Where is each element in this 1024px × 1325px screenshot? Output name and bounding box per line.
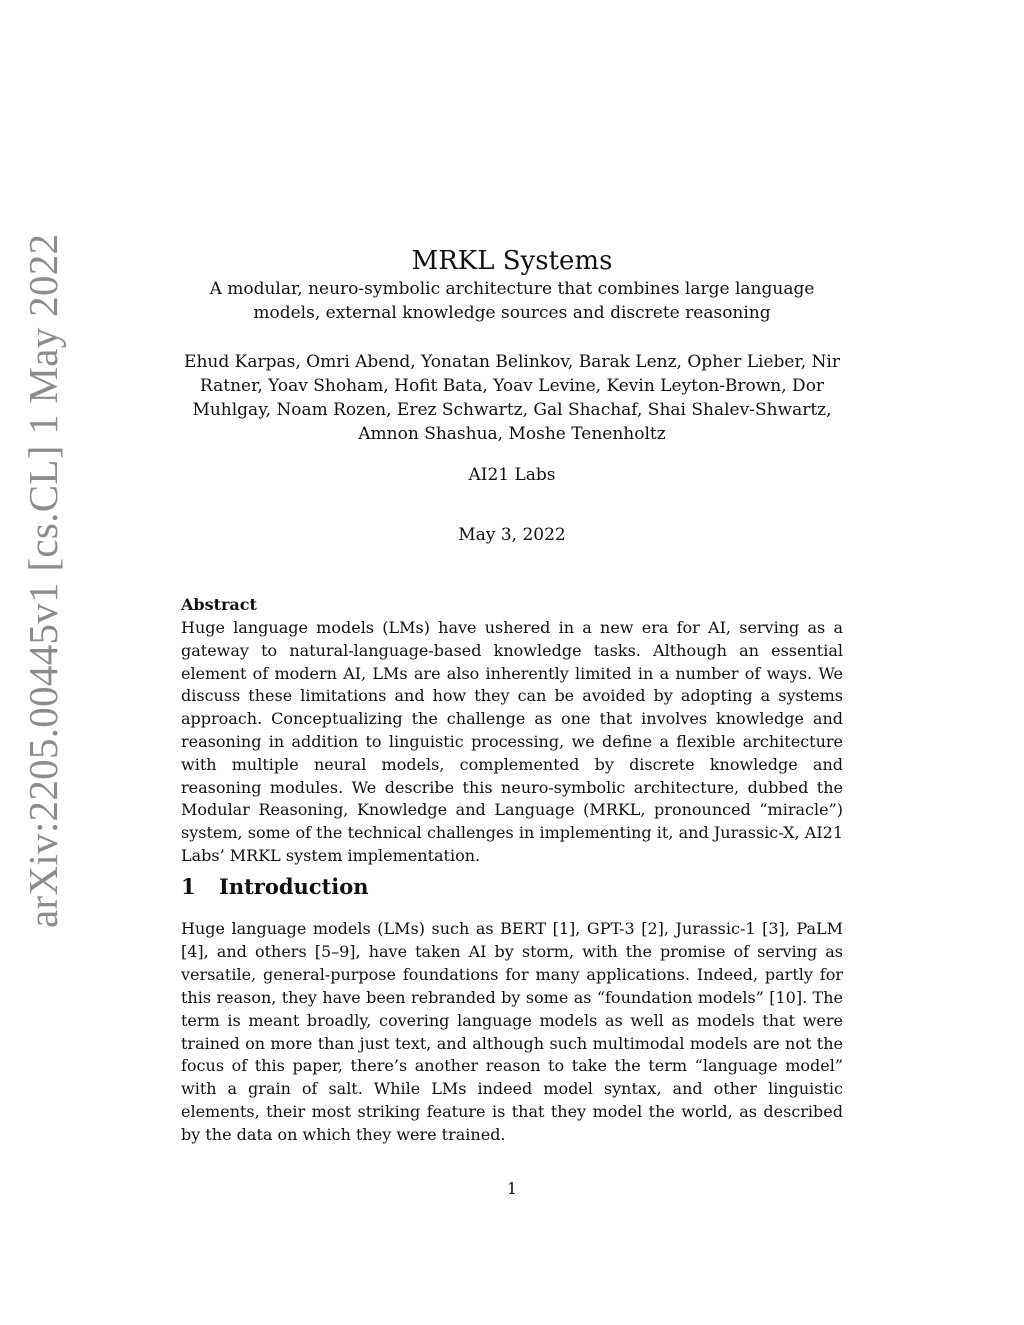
author-list: Ehud Karpas, Omri Abend, Yonatan Belinkov, Barak Lenz, Opher Lieber, Nir Ratner, Yoav Shoham, Hofit Bata, Yoav Levine, Kevin Leyton-Brown, Dor Muhlgay, Noam Rozen, Erez Schwartz, Gal Shachaf, Shai Shalev-Shwartz, Amnon Shashua, Moshe Tenenholtz [184, 352, 840, 444]
abstract-heading: Abstract [181, 595, 257, 614]
affiliation: AI21 Labs [468, 465, 556, 485]
section-title: Introduction [219, 874, 369, 899]
abstract-block [181, 593, 843, 868]
section-heading-introduction [181, 873, 843, 901]
publication-date: May 3, 2022 [458, 525, 566, 545]
section-number: 1 [181, 874, 196, 899]
introduction-paragraph: Huge language models (LMs) such as BERT [1], GPT-3 [2], Jurassic-1 [3], PaLM [4], and others [5–9], have taken AI by storm, with the promise of serving as versatile, general-purpose foundations for many applications. Indeed, partly for this reason, they have been rebranded by some as “foundation models” [10]. The term is meant broadly, covering language models as well as models that were trained on more than just text, and although such multimodal models are not the focus of this paper, there’s another reason to take the term “language model” with a grain of salt. While LMs indeed model syntax, and other linguistic elements, their most striking feature is that they model the world, as described by the data on which they were trained. [181, 919, 843, 1145]
paper-subtitle: A modular, neuro-symbolic architecture that combines large language models, external knowledge sources and discrete reasoning [209, 279, 815, 323]
arxiv-identifier-stamp: arXiv:2205.00445v1 [cs.CL] 1 May 2022 [20, 233, 66, 928]
introduction-body [181, 918, 843, 1147]
paper-title: MRKL Systems [411, 246, 613, 276]
abstract-text: Huge language models (LMs) have ushered in a new era for AI, serving as a gateway to natural-language-based knowledge tasks. Although an essential element of modern AI, LMs are also inherently limited in a number of ways. We discuss these limitations and how they can be avoided by adopting a systems approach. Conceptualizing the challenge as one that involves knowledge and reasoning in addition to linguistic processing, we define a flexible architecture with multiple neural models, complemented by discrete knowledge and reasoning modules. We describe this neuro-symbolic architecture, dubbed the Modular Reasoning, Knowledge and Language (MRKL, pronounced “miracle”) system, some of the technical challenges in implementing it, and Jurassic-X, AI21 Labs’ MRKL system implementation. [181, 618, 843, 865]
paper-page [181, 0, 843, 1325]
page-number: 1 [506, 1179, 518, 1198]
